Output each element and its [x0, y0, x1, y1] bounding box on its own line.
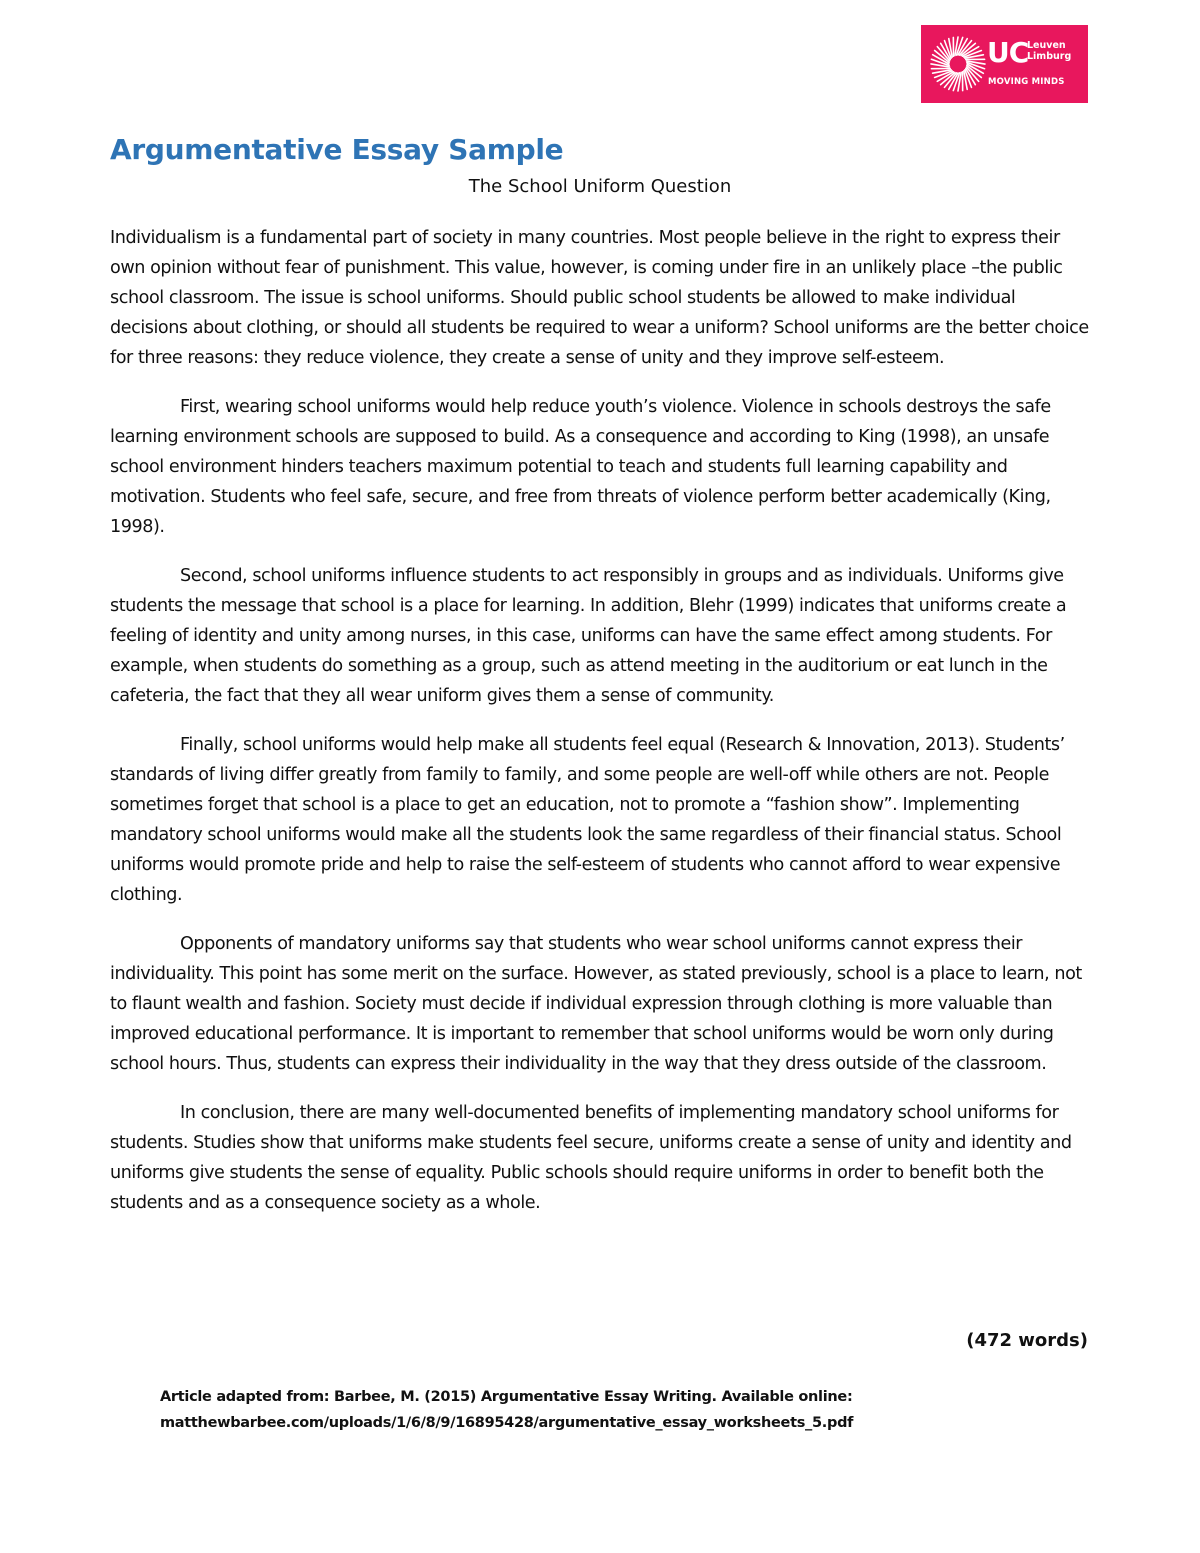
sunburst-icon [921, 25, 991, 103]
source-citation-line1: Article adapted from: Barbee, M. (2015) Argumentative Essay Writing. Available online: [160, 1389, 853, 1405]
logo-city-line1: Leuven [1027, 40, 1066, 51]
essay-paragraph-intro: Individualism is a fundamental part of society in many countries. Most people believe in the right to express their own opinion without fear of punishment. This value, however, is coming under fire in an unlikely place –the public school classroom. The issue is school uniforms. Should public school students be allowed to make individual decisions about clothing, or should all students be required to wear a uniform? School uniforms are the better choice for three reasons: they reduce violence, they create a sense of unity and they improve self-esteem. [110, 228, 1089, 368]
word-count: (472 words) [966, 1330, 1088, 1351]
essay-paragraph-equality: Finally, school uniforms would help make all students feel equal (Research & Innovation, 2013). Students’ standards of living differ greatly from family to family, and some people are well-off while others are not. People sometimes forget that school is a place to get an education, not to promote a “fashion show”. Implementing mandatory school uniforms would make all the students look the same regardless of their financial status. School uniforms would promote pride and help to raise the self-esteem of students who cannot afford to wear expensive clothing. [110, 735, 1065, 905]
page-subtitle: The School Uniform Question [468, 176, 732, 197]
source-citation-url: matthewbarbee.com/uploads/1/6/8/9/16895428/argumentative_essay_worksheets_5.pdf [160, 1415, 854, 1431]
logo-brand: UC [987, 36, 1029, 69]
logo-city [1027, 40, 1071, 62]
essay-paragraph-violence: First, wearing school uniforms would help reduce youth’s violence. Violence in schools destroys the safe learning environment schools are supposed to build. As a consequence and according to King (1998), an unsafe school environment hinders teachers maximum potential to teach and students full learning capability and motivation. Students who feel safe, secure, and free from threats of violence perform better academically (King, 1998). [110, 397, 1051, 537]
page-title: Argumentative Essay Sample [110, 133, 564, 166]
essay-paragraph-unity: Second, school uniforms influence students to act responsibly in groups and as individuals. Uniforms give students the message that school is a place for learning. In addition, Blehr (1999) indicates that uniforms create a feeling of identity and unity among nurses, in this case, uniforms can have the same effect among students. For example, when students do something as a group, such as attend meeting in the auditorium or eat lunch in the cafeteria, the fact that they all wear uniform gives them a sense of community. [110, 566, 1067, 706]
essay-paragraph-opponents: Opponents of mandatory uniforms say that students who wear school uniforms cannot express their individuality. This point has some merit on the surface. However, as stated previously, school is a place to learn, not to flaunt wealth and fashion. Society must decide if individual expression through clothing is more valuable than improved educational performance. It is important to remember that school uniforms would be worn only during school hours. Thus, students can express their individuality in the way that they dress outside of the classroom. [110, 934, 1082, 1074]
essay-body [110, 223, 1095, 1237]
logo-city-line2: Limburg [1027, 51, 1072, 62]
source-citation [160, 1384, 853, 1436]
essay-paragraph-conclusion: In conclusion, there are many well-documented benefits of implementing mandatory school uniforms for students. Studies show that uniforms make students feel secure, uniforms create a sense of unity and identity and uniforms give students the sense of equality. Public schools should require uniforms in order to benefit both the students and as a consequence society as a whole. [110, 1103, 1072, 1213]
logo-tagline: MOVING MINDS [988, 77, 1065, 87]
uc-leuven-limburg-logo [921, 25, 1088, 103]
